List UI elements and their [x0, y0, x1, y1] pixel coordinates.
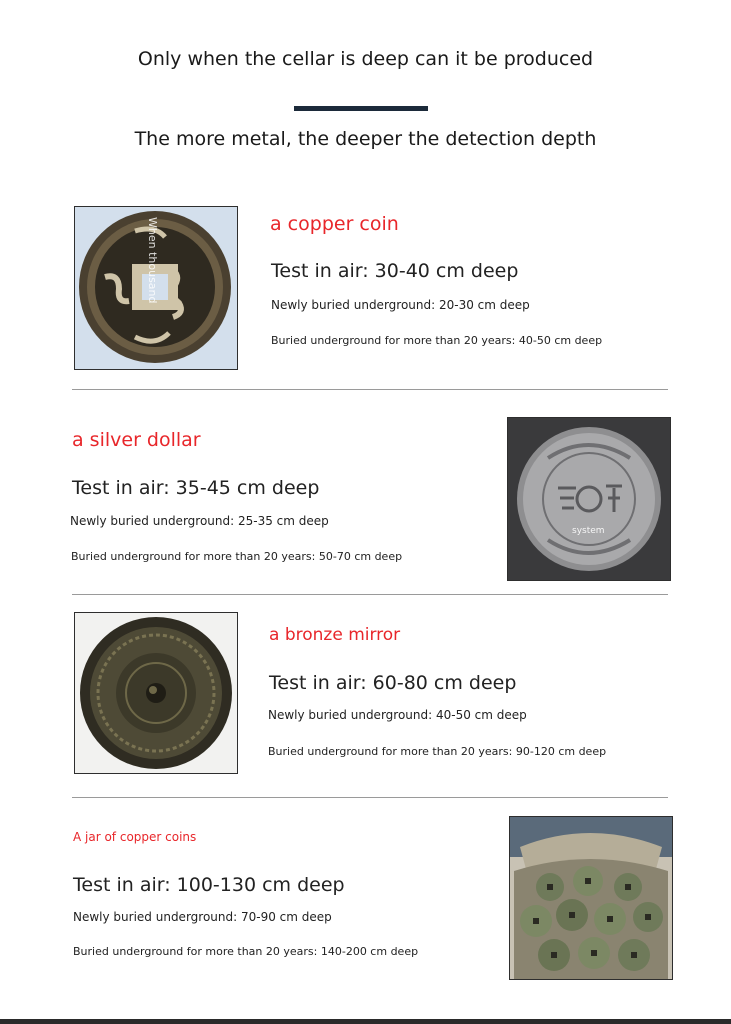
coin-watermark-text: When thousand — [146, 217, 159, 304]
section-divider — [72, 594, 668, 595]
section-divider — [72, 797, 668, 798]
item-new-depth: Newly buried underground: 20-30 cm deep — [271, 298, 530, 312]
bottom-border — [0, 1019, 731, 1024]
item-air-depth: Test in air: 100-130 cm deep — [73, 874, 345, 896]
item-air-depth: Test in air: 35-45 cm deep — [72, 477, 320, 499]
item-new-depth: Newly buried underground: 70-90 cm deep — [73, 910, 332, 924]
item-old-depth: Buried underground for more than 20 years: 40-50 cm deep — [271, 334, 603, 347]
silver-dollar-image — [507, 417, 671, 581]
coin-watermark-text: system — [572, 526, 605, 536]
copper-coin-image — [74, 206, 238, 370]
item-old-depth: Buried underground for more than 20 years: 90-120 cm deep — [268, 745, 607, 758]
bronze-mirror-image — [74, 612, 238, 774]
item-new-depth: Newly buried underground: 25-35 cm deep — [70, 514, 329, 528]
section-divider — [72, 389, 668, 390]
title-underline — [294, 106, 428, 111]
coin-jar-image — [509, 816, 673, 980]
page-subtitle: The more metal, the deeper the detection depth — [134, 128, 597, 150]
item-name: a copper coin — [270, 213, 399, 235]
item-new-depth: Newly buried underground: 40-50 cm deep — [268, 708, 527, 722]
item-name: A jar of copper coins — [73, 830, 197, 844]
item-air-depth: Test in air: 30-40 cm deep — [271, 260, 519, 282]
item-air-depth: Test in air: 60-80 cm deep — [269, 672, 517, 694]
item-name: a bronze mirror — [269, 625, 401, 645]
page-title: Only when the cellar is deep can it be produced — [137, 48, 594, 70]
item-old-depth: Buried underground for more than 20 years: 140-200 cm deep — [73, 945, 419, 958]
item-old-depth: Buried underground for more than 20 years: 50-70 cm deep — [71, 550, 403, 563]
item-name: a silver dollar — [72, 429, 201, 451]
